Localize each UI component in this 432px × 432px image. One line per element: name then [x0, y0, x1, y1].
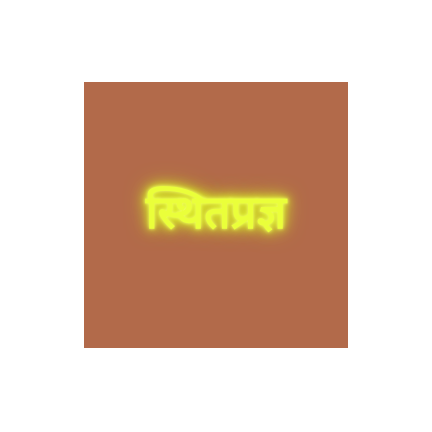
brown-tile [84, 82, 348, 348]
neon-devanagari-word: स्थितप्रज्ञ [145, 185, 287, 239]
